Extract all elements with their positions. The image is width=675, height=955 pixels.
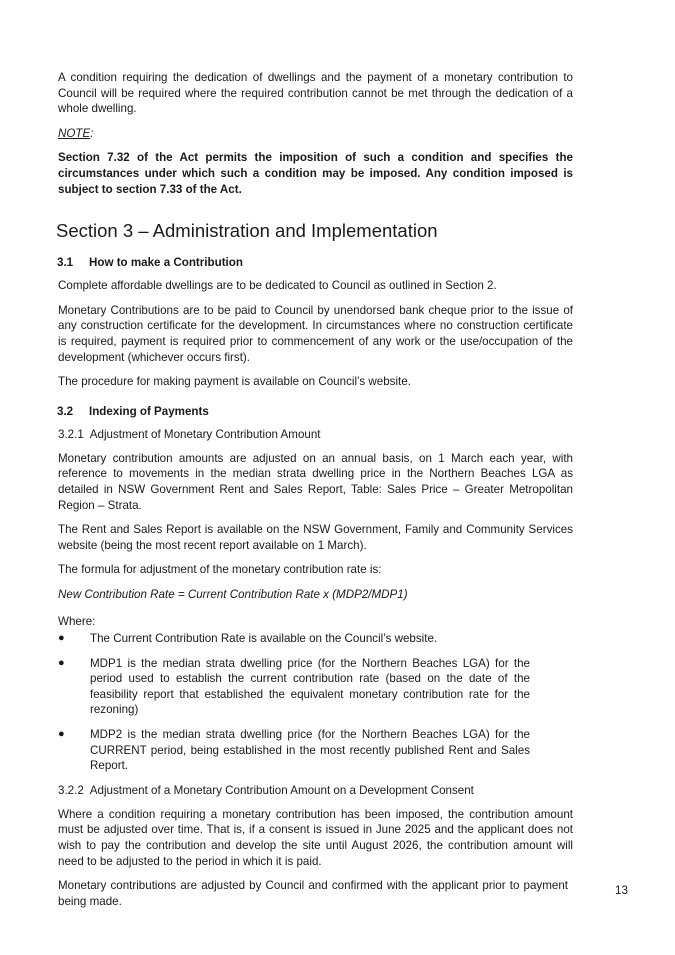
intro-paragraph: A condition requiring the dedication of dwellings and the payment of a monetary contribution to Council will be required where the required contribution cannot be met through the dedication of a whole dwelling. bbox=[58, 71, 573, 116]
bullet-icon: ● bbox=[58, 632, 65, 645]
where-label: Where: bbox=[58, 615, 96, 629]
section-3-heading: Section 3 – Administration and Implementation bbox=[56, 220, 438, 242]
section-3-2-1-p1: Monetary contribution amounts are adjusted on an annual basis, on 1 March each year, with reference to movements in the median strata dwelling price in the Northern Beaches LGA as detailed in NSW Government Rent and Sales Report, Table: Sales Price – Greater Metropolitan Region – Strata. bbox=[58, 451, 573, 512]
list-item: ● MDP2 is the median strata dwelling price (for the Northern Beaches LGA) for the CURRENT period, being established in the most recently published Rent and Sales Report. bbox=[58, 728, 530, 773]
section-3-2-2-p1: Where a condition requiring a monetary contribution has been imposed, the contribution amount must be adjusted over time. That is, if a consent is issued in June 2025 and the applicant does not wish to pay the contribution and develop the site until August 2026, the contribution amount will need to be adjusted to the period in which it is paid. bbox=[58, 807, 573, 868]
section-3-2-2-p2: Monetary contributions are adjusted by Council and confirmed with the applicant prior to payment being made. bbox=[58, 879, 568, 908]
definitions-list bbox=[58, 631, 573, 774]
formula: New Contribution Rate = Current Contribution Rate x (MDP2/MDP1) bbox=[58, 587, 408, 601]
section-3-1-heading: 3.1 How to make a Contribution bbox=[57, 256, 243, 270]
bullet-icon: ● bbox=[58, 656, 65, 669]
section-3-1-p3: The procedure for making payment is available on Council’s website. bbox=[58, 375, 411, 389]
bullet-icon: ● bbox=[58, 728, 65, 741]
document-page bbox=[58, 70, 573, 909]
note-label: NOTE: bbox=[58, 126, 94, 140]
section-3-1-p2: Monetary Contributions are to be paid to Council by unendorsed bank cheque prior to the issue of any construction certificate for the development. In circumstances where no construction certificate is required, payment is required prior to commencement of any work or the use/occupation of the development (whichever occurs first). bbox=[58, 303, 573, 364]
page-number: 13 bbox=[615, 884, 628, 897]
section-3-2-2-heading: 3.2.2 Adjustment of a Monetary Contribution Amount on a Development Consent bbox=[58, 783, 474, 797]
list-item: ● The Current Contribution Rate is available on the Council’s website. bbox=[58, 632, 438, 646]
note-label-text: NOTE bbox=[58, 126, 91, 140]
section-3-2-1-heading: 3.2.1 Adjustment of Monetary Contribution Amount bbox=[58, 427, 321, 441]
section-3-2-heading: 3.2 Indexing of Payments bbox=[57, 404, 209, 418]
section-3-1-p1: Complete affordable dwellings are to be dedicated to Council as outlined in Section 2. bbox=[58, 279, 497, 293]
note-body: Section 7.32 of the Act permits the imposition of such a condition and specifies the circumstances under which such a condition may be imposed. Any condition imposed is subject to section 7.33 of the Act. bbox=[58, 151, 573, 196]
section-3-2-1-p3: The formula for adjustment of the monetary contribution rate is: bbox=[58, 563, 382, 577]
list-item: ● MDP1 is the median strata dwelling price (for the Northern Beaches LGA) for the period used to establish the current contribution rate (based on the date of the feasibility report that established the equivalent monetary contribution rate for the rezoning) bbox=[58, 656, 530, 717]
section-3-2-1-p2: The Rent and Sales Report is available on the NSW Government, Family and Community Services website (being the most recent report available on 1 March). bbox=[58, 523, 573, 552]
